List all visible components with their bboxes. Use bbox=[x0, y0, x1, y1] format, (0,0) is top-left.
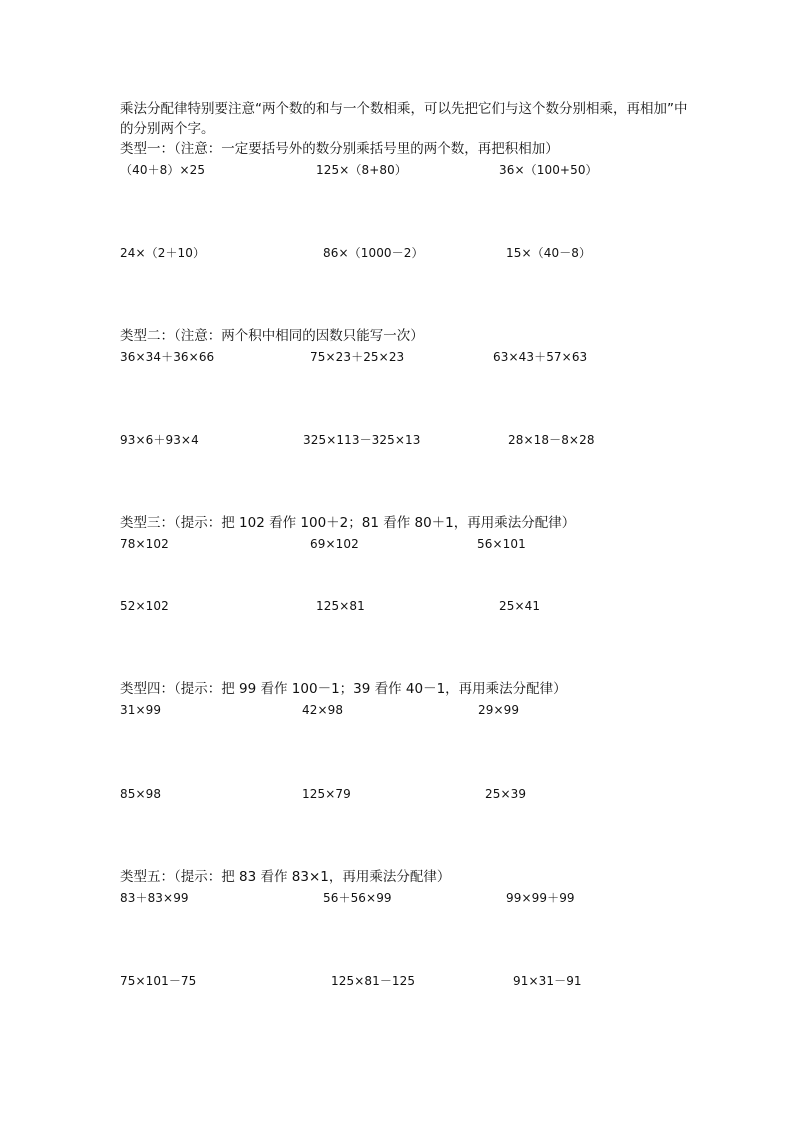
problem: 83＋83×99 bbox=[120, 891, 189, 905]
problem: （40＋8）×25 bbox=[120, 163, 206, 177]
problem: 325×113－325×13 bbox=[303, 433, 421, 447]
problem: 25×39 bbox=[485, 787, 527, 801]
problem: 125×79 bbox=[302, 787, 351, 801]
problem: 52×102 bbox=[120, 599, 169, 613]
problem: 85×98 bbox=[120, 787, 162, 801]
problem: 25×41 bbox=[499, 599, 541, 613]
problem: 15×（40－8） bbox=[506, 246, 592, 260]
section-1-heading: 类型一：（注意：一定要括号外的数分别乘括号里的两个数，再把积相加） bbox=[120, 141, 559, 157]
problem: 36×34＋36×66 bbox=[120, 350, 215, 364]
problem: 93×6＋93×4 bbox=[120, 433, 199, 447]
problem: 86×（1000－2） bbox=[323, 246, 424, 260]
problem: 125×81 bbox=[316, 599, 365, 613]
problem: 36×（100+50） bbox=[499, 163, 598, 177]
problem: 56×101 bbox=[477, 537, 526, 551]
section-3-heading: 类型三：（提示：把 102 看作 100＋2；81 看作 80＋1，再用乘法分配律） bbox=[120, 515, 576, 531]
problem: 125×（8+80） bbox=[316, 163, 407, 177]
problem: 29×99 bbox=[478, 703, 520, 717]
problem: 99×99＋99 bbox=[506, 891, 575, 905]
problem: 42×98 bbox=[302, 703, 344, 717]
section-5-heading: 类型五：（提示：把 83 看作 83×1，再用乘法分配律） bbox=[120, 869, 451, 885]
problem: 63×43＋57×63 bbox=[493, 350, 588, 364]
problem: 69×102 bbox=[310, 537, 359, 551]
problem: 31×99 bbox=[120, 703, 162, 717]
problem: 75×101－75 bbox=[120, 974, 197, 988]
problem: 78×102 bbox=[120, 537, 169, 551]
section-4-heading: 类型四：（提示：把 99 看作 100－1；39 看作 40－1，再用乘法分配律） bbox=[120, 681, 567, 697]
problem: 125×81－125 bbox=[331, 974, 416, 988]
problem: 91×31－91 bbox=[513, 974, 582, 988]
problem: 24×（2＋10） bbox=[120, 246, 206, 260]
problem: 56＋56×99 bbox=[323, 891, 392, 905]
intro-paragraph: 乘法分配律特别要注意“两个数的和与一个数相乘，可以先把它们与这个数分别相乘，再相加”中的分别两个字。 bbox=[120, 101, 688, 137]
section-2-heading: 类型二：（注意：两个积中相同的因数只能写一次） bbox=[120, 328, 424, 344]
problem: 28×18－8×28 bbox=[508, 433, 595, 447]
problem: 75×23＋25×23 bbox=[310, 350, 405, 364]
